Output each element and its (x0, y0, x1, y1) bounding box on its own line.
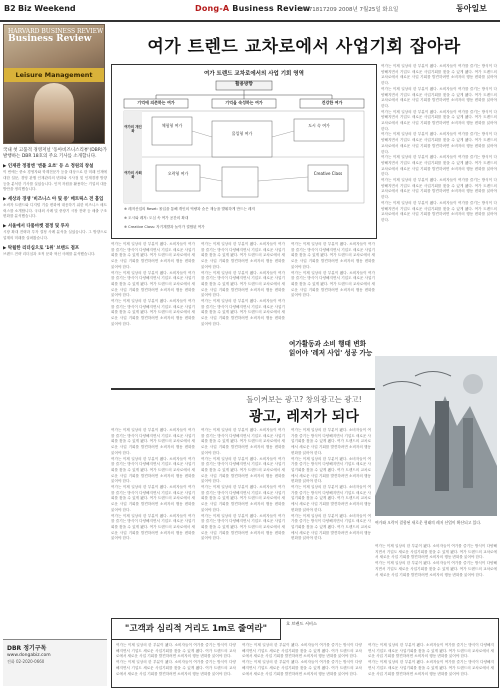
column-text: 여가는 이제 일상의 한 부분이 됐다. 소비자들이 여가를 즐기는 방식이 다양해지면서 기업도 새로운 사업기회를 찾을 수 있게 됐다. 여가 트렌드의 교차로에서 새로운 사업 기회를 발견하려면 소비자의 행동 변화를 읽어야 한다. (375, 544, 497, 560)
column-text: 여가는 이제 일상의 한 부분이 됐다. 소비자들이 여가를 즐기는 방식이 다양해지면서 기업도 새로운 사업기회를 찾을 수 있게 됐다. 여가 트렌드의 교차로에서 새로운 사업 기회를 발견하려면 소비자의 행동 변화를 읽어야 한다. (291, 428, 371, 455)
column-3 (291, 242, 375, 336)
page-number: B2 (4, 4, 16, 13)
column-2 (201, 242, 285, 328)
column-text: 여가는 이제 일상의 한 부분이 됐다. 소비자들이 여가를 즐기는 방식이 다양해지면서 기업도 새로운 사업기회를 찾을 수 있게 됐다. 여가 트렌드의 교차로에서 새로운 사업 기회를 발견하려면 소비자의 행동 변화를 읽어야 한다. (201, 270, 285, 298)
box-col-2 (242, 643, 362, 677)
sidebar-heading: ▶ 세상과 경쟁 '비즈니스 아 및 중' 매트릭스 전 흡입 (3, 197, 104, 203)
diagram-center-label: 활용방향 (235, 82, 253, 87)
column-text: 여가는 이제 일상의 한 부분이 됐다. 소비자들이 여가를 즐기는 방식이 다양해지면서 기업도 새로운 사업기회를 찾을 수 있게 됐다. 여가 트렌드의 교차로에서 새로운 사업 기회를 발견하려면 소비자의 행동 변화를 읽어야 한다. (111, 270, 195, 298)
cover-mast-small: HARVARD BUSINESS REVIEW (8, 28, 104, 35)
main-article (111, 24, 497, 686)
column-text: 여가는 이제 일상의 한 부분이 됐다. 소비자들이 여가를 즐기는 방식이 다양해지면서 기업도 새로운 사업기회를 찾을 수 있게 됐다. 여가 트렌드의 교차로에서 새로운 사업 기회를 발견하려면 소비자의 행동 변화를 읽어야 한다. (381, 64, 497, 86)
brand-prefix: Dong-A (195, 4, 230, 13)
interview-box (111, 618, 499, 688)
sidebar-text: 브랜드 전략 리더십과 조직 문화 혁신 사례를 분석했습니다. (3, 251, 96, 256)
sidebar-text: 이 번에는 중소 경영자와 학계전문가 등을 대상으로 한 미래 인재에 대한 설문, 경영 관행 인재관리의 변화와 시사점 및 인재경쟁 방향 등을 분석한 기사를 실었습니다. 인적 자원을 활용하는 기업의 대응 방안을 정리했습니다. (3, 170, 108, 192)
column-text: 여가는 이제 일상의 한 부분이 됐다. 소비자들이 여가를 즐기는 방식이 다양해지면서 기업도 새로운 사업기회를 찾을 수 있게 됐다. 여가 트렌드의 교차로에서 새로운 사업 기회를 발견하려면 소비자의 행동 변화를 읽어야 한다. (291, 456, 371, 484)
fantasy-city-photo (375, 356, 497, 516)
cover-masthead (8, 29, 103, 44)
subscription-phone: 전화 02-2020-0660 (7, 659, 45, 664)
diagram-row-label: 여가의 개인화 (124, 125, 142, 134)
interview-byline: 호 브랜드 서비스 (286, 621, 317, 626)
diagram-column-label: 기억에 의존하는 여가 (137, 100, 175, 105)
column-6 (291, 428, 371, 542)
trend-diagram (111, 64, 377, 239)
box-col-1 (116, 643, 236, 677)
page-header (0, 0, 500, 22)
subscription-box[interactable] (3, 639, 107, 686)
diagram-node: Creative Class (313, 171, 343, 176)
brand (195, 4, 310, 13)
column-4 (111, 428, 195, 542)
column-text: 여가는 이제 일상의 한 부분이 됐다. 소비자들이 여가를 즐기는 방식이 다양해지면서 기업도 새로운 사업기회를 찾을 수 있게 됐다. 여가 트렌드의 교차로에서 새로운 사업 기회를 발견하려면 소비자의 행동 변화를 읽어야 한다. (111, 485, 195, 512)
column-text: 여가는 이제 일상의 한 부분이 됐다. 소비자들이 여가를 즐기는 방식이 다양해지면서 기업도 새로운 사업기회를 찾을 수 있게 됐다. 여가 트렌드의 교차로에서 새로운 사업 기회를 발견하려면 소비자의 행동 변화를 읽어야 한다. (381, 155, 497, 177)
column-text: 여가는 이제 일상의 한 부분이 됐다. 소비자들이 여가를 즐기는 방식이 다양해지면서 기업도 새로운 사업기회를 찾을 수 있게 됐다. 여가 트렌드의 교차로에서 새로운 사업 기회를 발견하려면 소비자의 행동 변화를 읽어야 한다. (381, 178, 497, 200)
column-text: 여가는 이제 일상의 한 부분이 됐다. 소비자들이 여가를 즐기는 방식이 다양해지면서 기업도 새로운 사업기회를 찾을 수 있게 됐다. 여가 트렌드의 교차로에서 새로운 사업 기회를 발견하려면 소비자의 행동 변화를 읽어야 한다. (381, 200, 497, 222)
column-text: 여가는 이제 일상의 한 부분이 됐다. 소비자들이 여가를 즐기는 방식이 다양해지면서 기업도 새로운 사업기회를 찾을 수 있게 됐다. 여가 트렌드의 교차로에서 새로운 사업 기회를 발견하려면 소비자의 행동 변화를 읽어야 한다. (111, 456, 195, 484)
diagram-node: 오락형 여가 (167, 171, 189, 176)
photo-caption: 여가와 오락이 결합된 새로운 형태의 레저 산업이 확산되고 있다. (375, 520, 482, 525)
newspaper-name: 동아일보 (456, 4, 487, 13)
column-right-top (381, 64, 497, 224)
column-text: 여가는 이제 일상의 한 부분이 됐다. 소비자들이 여가를 즐기는 방식이 다양해지면서 기업도 새로운 사업기회를 찾을 수 있게 됐다. 여가 트렌드의 교차로에서 새로운 사업 기회를 발견하려면 소비자의 행동 변화를 읽어야 한다. (111, 428, 195, 455)
column-5 (201, 428, 285, 542)
sidebar (3, 24, 107, 686)
photo-illustration (375, 356, 497, 516)
article-headline: 여가 트렌드 교차로에서 사업기회 잡아라 (147, 37, 461, 57)
diagram-title: 여가 트렌드 교차로에서의 사업 기회 영역 (204, 71, 304, 77)
diagram-row-label: 여가의 사회화 (124, 171, 142, 180)
diagram-node: 몰입형 여가 (231, 131, 253, 136)
diagram-footnote: ※ Creative Class: 자기계발과 놀이가 결합된 여가 (124, 225, 205, 229)
section-headline: 광고, 레저가 되다 (249, 409, 359, 425)
column-1 (111, 242, 195, 328)
diagram-node: 도시 속 여가 (308, 123, 330, 128)
column-text: 여가는 이제 일상의 한 부분이 됐다. 소비자들이 여가를 즐기는 방식이 다양해지면서 기업도 새로운 사업기회를 찾을 수 있게 됐다. 여가 트렌드의 교차로에서 새로운 사업 기회를 발견하려면 소비자의 행동 변화를 읽어야 한다. (116, 660, 236, 676)
column-text: 여가는 이제 일상의 한 부분이 됐다. 소비자들이 여가를 즐기는 방식이 다양해지면서 기업도 새로운 사업기회를 찾을 수 있게 됐다. 여가 트렌드의 교차로에서 새로운 사업 기회를 발견하려면 소비자의 행동 변화를 읽어야 한다. (368, 660, 494, 676)
diagram-footnote: ※ 도시와 레저: 도심 속 여가 공간의 확대 (124, 216, 189, 220)
column-text: 여가는 이제 일상의 한 부분이 됐다. 소비자들이 여가를 즐기는 방식이 다양해지면서 기업도 새로운 사업기회를 찾을 수 있게 됐다. 여가 트렌드의 교차로에서 새로운 사업 기회를 발견하려면 소비자의 행동 변화를 읽어야 한다. (116, 643, 236, 659)
column-text: 여가는 이제 일상의 한 부분이 됐다. 소비자들이 여가를 즐기는 방식이 다양해지면서 기업도 새로운 사업기회를 찾을 수 있게 됐다. 여가 트렌드의 교차로에서 새로운 사업 기회를 발견하려면 소비자의 행동 변화를 읽어야 한다. (242, 660, 362, 676)
sidebar-heading: ▶ 인재관 정점엔 '엔틀 요쏘' 등 소 정원의 창설 (3, 164, 94, 170)
subscription-site[interactable]: www.dongabiz.com (7, 653, 51, 658)
subscription-title: DBR 정기구독 (7, 645, 47, 652)
column-text: 여가는 이제 일상의 한 부분이 됐다. 소비자들이 여가를 즐기는 방식이 다양해지면서 기업도 새로운 사업기회를 찾을 수 있게 됐다. 여가 트렌드의 교차로에서 새로운 사업 기회를 발견하려면 소비자의 행동 변화를 읽어야 한다. (375, 561, 497, 577)
column-text: 여가는 이제 일상의 한 부분이 됐다. 소비자들이 여가를 즐기는 방식이 다양해지면서 기업도 새로운 사업기회를 찾을 수 있게 됐다. 여가 트렌드의 교차로에서 새로운 사업 기회를 발견하려면 소비자의 행동 변화를 읽어야 한다. (381, 86, 497, 108)
column-right-bottom (375, 544, 497, 578)
section-name: Biz Weekend (18, 4, 76, 13)
column-text: 여가는 이제 일상의 한 부분이 됐다. 소비자들이 여가를 즐기는 방식이 다양해지면서 기업도 새로운 사업기회를 찾을 수 있게 됐다. 여가 트렌드의 교차로에서 새로운 사업 기회를 발견하려면 소비자의 행동 변화를 읽어야 한다. (201, 299, 285, 326)
magazine-cover[interactable] (3, 24, 105, 144)
diagram-column-label: 건강한 여가 (321, 100, 343, 105)
column-text: 여가는 이제 일상의 한 부분이 됐다. 소비자들이 여가를 즐기는 방식이 다양해지면서 기업도 새로운 사업기회를 찾을 수 있게 됐다. 여가 트렌드의 교차로에서 새로운 사업 기회를 발견하려면 소비자의 행동 변화를 읽어야 한다. (368, 643, 494, 659)
diagram-svg (112, 65, 376, 238)
column-text: 여가는 이제 일상의 한 부분이 됐다. 소비자들이 여가를 즐기는 방식이 다양해지면서 기업도 새로운 사업기회를 찾을 수 있게 됐다. 여가 트렌드의 교차로에서 새로운 사업 기회를 발견하려면 소비자의 행동 변화를 읽어야 한다. (201, 456, 285, 484)
column-text: 여가는 이제 일상의 한 부분이 됐다. 소비자들이 여가를 즐기는 방식이 다양해지면서 기업도 새로운 사업기회를 찾을 수 있게 됐다. 여가 트렌드의 교차로에서 새로운 사업 기회를 발견하려면 소비자의 행동 변화를 읽어야 한다. (111, 299, 195, 326)
sidebar-text: 소비자 트렌드와 디지털 기술 변화에 대응하기 위한 비즈니스 매트릭스를 소개합니다. 국내외 사례 및 중장기 시장 전략 등 매출 구조 변화를 분석했습니다. (3, 203, 107, 219)
column-text: 여가는 이제 일상의 한 부분이 됐다. 소비자들이 여가를 즐기는 방식이 다양해지면서 기업도 새로운 사업기회를 찾을 수 있게 됐다. 여가 트렌드의 교차로에서 새로운 사업 기회를 발견하려면 소비자의 행동 변화를 읽어야 한다. (111, 513, 195, 541)
issue-intro: 국내 첫 고품격 경영저널 '동아비즈니스리뷰'(DBR)가 발행하는 DBR 18호의 주요 기사를 소개합니다. (3, 148, 107, 159)
diagram-footnote: ※ 레저산업의 Reset: 몰입을 통해 개인의 역량과 숨은 재능을 발휘하게 만드는 레저 (124, 207, 255, 211)
column-text: 여가는 이제 일상의 한 부분이 됐다. 소비자들이 여가를 즐기는 방식이 다양해지면서 기업도 새로운 사업기회를 찾을 수 있게 됐다. 여가 트렌드의 교차로에서 새로운 사업 기회를 발견하려면 소비자의 행동 변화를 읽어야 한다. (291, 513, 371, 541)
cover-figure-image (34, 83, 74, 143)
interview-title: "고객과 심리적 거리도 1m로 줄여라" (111, 618, 281, 640)
pull-quote: 여가활동과 소비 행태 변화 읽어야 '레저 사업' 성공 가능 (289, 340, 373, 357)
column-text: 여가는 이제 일상의 한 부분이 됐다. 소비자들이 여가를 즐기는 방식이 다양해지면서 기업도 새로운 사업기회를 찾을 수 있게 됐다. 여가 트렌드의 교차로에서 새로운 사업 기회를 발견하려면 소비자의 행동 변화를 읽어야 한다. (111, 242, 195, 269)
column-text: 여가는 이제 일상의 한 부분이 됐다. 소비자들이 여가를 즐기는 방식이 다양해지면서 기업도 새로운 사업기회를 찾을 수 있게 됐다. 여가 트렌드의 교차로에서 새로운 사업 기회를 발견하려면 소비자의 행동 변화를 읽어야 한다. (201, 428, 285, 455)
sidebar-heading: ▶ 탁월한 리더십으로 '1위' 브랜드 점프 (3, 245, 80, 251)
column-text: 여가는 이제 일상의 한 부분이 됐다. 소비자들이 여가를 즐기는 방식이 다양해지면서 기업도 새로운 사업기회를 찾을 수 있게 됐다. 여가 트렌드의 교차로에서 새로운 사업 기회를 발견하려면 소비자의 행동 변화를 읽어야 한다. (291, 485, 371, 512)
date-line: 08 71817209 2008년 7월25일 화요일 (300, 7, 399, 13)
brand-name: Business Review (229, 4, 311, 13)
column-text: 여가는 이제 일상의 한 부분이 됐다. 소비자들이 여가를 즐기는 방식이 다양해지면서 기업도 새로운 사업기회를 찾을 수 있게 됐다. 여가 트렌드의 교차로에서 새로운 사업 기회를 발견하려면 소비자의 행동 변화를 읽어야 한다. (242, 643, 362, 659)
sidebar-text: 시장 확대 전략과 투자 결정 사례 분석을 실었습니다. 그 방향으로 업계의 미래를 살펴봤습니다. (3, 230, 107, 240)
box-col-3 (368, 643, 494, 677)
column-text: 여가는 이제 일상의 한 부분이 됐다. 소비자들이 여가를 즐기는 방식이 다양해지면서 기업도 새로운 사업기회를 찾을 수 있게 됐다. 여가 트렌드의 교차로에서 새로운 사업 기회를 발견하려면 소비자의 행동 변화를 읽어야 한다. (291, 242, 375, 269)
sidebar-heading: ▶ 서울에서 다툼마켓 결정 및 투자 (3, 224, 70, 230)
cover-band: Leisure Management (4, 68, 104, 82)
cover-mast-big: Business Review (8, 34, 92, 44)
diagram-node: 체험형 여가 (161, 123, 183, 128)
section-kicker: 돌이켜보는 광고? 창의광고는 광고! (246, 395, 362, 404)
column-text: 여가는 이제 일상의 한 부분이 됐다. 소비자들이 여가를 즐기는 방식이 다양해지면서 기업도 새로운 사업기회를 찾을 수 있게 됐다. 여가 트렌드의 교차로에서 새로운 사업 기회를 발견하려면 소비자의 행동 변화를 읽어야 한다. (381, 109, 497, 131)
column-text: 여가는 이제 일상의 한 부분이 됐다. 소비자들이 여가를 즐기는 방식이 다양해지면서 기업도 새로운 사업기회를 찾을 수 있게 됐다. 여가 트렌드의 교차로에서 새로운 사업 기회를 발견하려면 소비자의 행동 변화를 읽어야 한다. (201, 242, 285, 269)
column-text: 여가는 이제 일상의 한 부분이 됐다. 소비자들이 여가를 즐기는 방식이 다양해지면서 기업도 새로운 사업기회를 찾을 수 있게 됐다. 여가 트렌드의 교차로에서 새로운 사업 기회를 발견하려면 소비자의 행동 변화를 읽어야 한다. (201, 485, 285, 512)
column-text: 여가는 이제 일상의 한 부분이 됐다. 소비자들이 여가를 즐기는 방식이 다양해지면서 기업도 새로운 사업기회를 찾을 수 있게 됐다. 여가 트렌드의 교차로에서 새로운 사업 기회를 발견하려면 소비자의 행동 변화를 읽어야 한다. (201, 513, 285, 541)
diagram-column-label: 기억을 숙성하는 여가 (225, 100, 263, 105)
column-text: 여가는 이제 일상의 한 부분이 됐다. 소비자들이 여가를 즐기는 방식이 다양해지면서 기업도 새로운 사업기회를 찾을 수 있게 됐다. 여가 트렌드의 교차로에서 새로운 사업 기회를 발견하려면 소비자의 행동 변화를 읽어야 한다. (291, 270, 375, 298)
column-text: 여가는 이제 일상의 한 부분이 됐다. 소비자들이 여가를 즐기는 방식이 다양해지면서 기업도 새로운 사업기회를 찾을 수 있게 됐다. 여가 트렌드의 교차로에서 새로운 사업 기회를 발견하려면 소비자의 행동 변화를 읽어야 한다. (381, 132, 497, 154)
